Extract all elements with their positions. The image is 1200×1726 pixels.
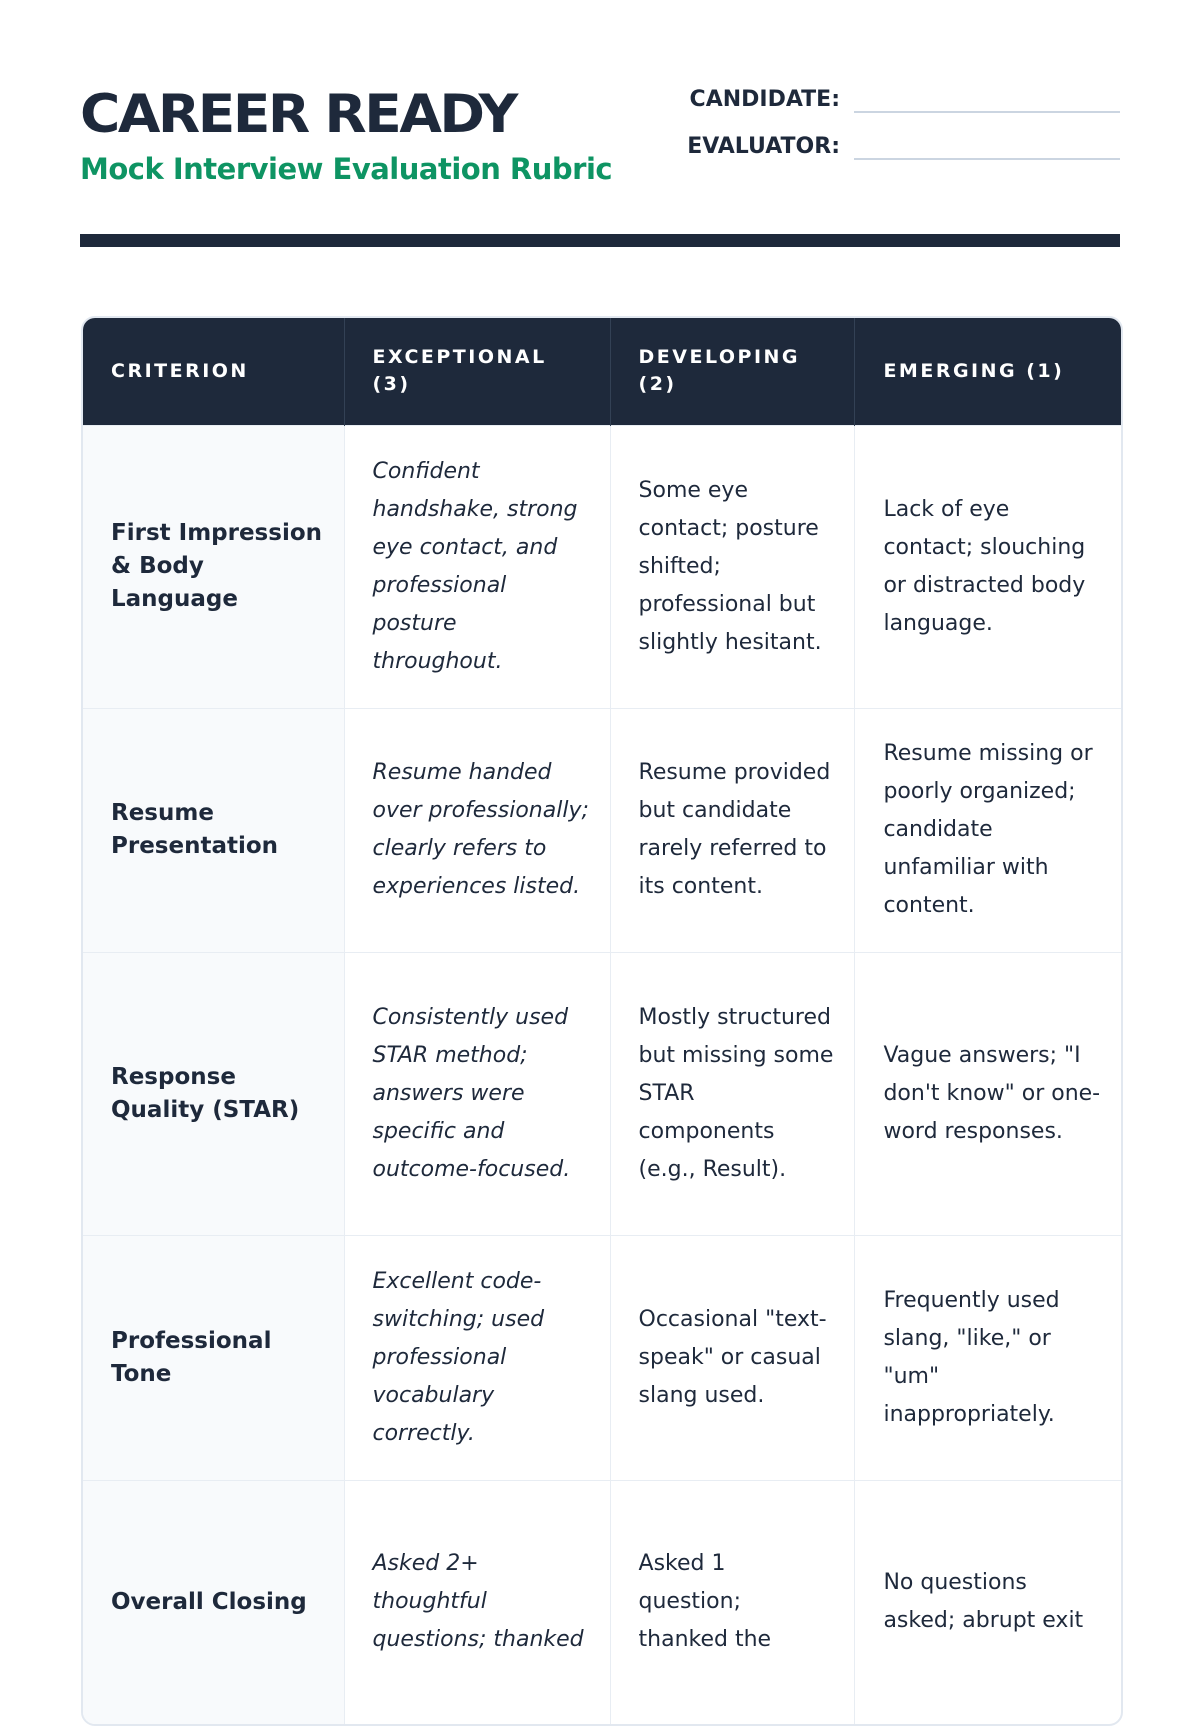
candidate-field[interactable] (854, 111, 1120, 113)
criterion-cell: Professional Tone (83, 1235, 344, 1480)
table-header-row (83, 318, 1121, 425)
rubric-table-container (81, 316, 1123, 1726)
emerging-cell: Lack of eye contact; slouching or distracted body language. (855, 425, 1121, 708)
document-subtitle: Mock Interview Evaluation Rubric (80, 152, 613, 186)
candidate-row (680, 78, 1120, 114)
table-row (83, 708, 1121, 952)
exceptional-cell: Asked 2+ thoughtful questions; thanked (344, 1480, 610, 1724)
criterion-cell: Response Quality (STAR) (83, 952, 344, 1235)
table-row (83, 1235, 1121, 1480)
column-header-criterion: CRITERION (111, 359, 249, 382)
exceptional-cell: Consistently used STAR method; answers were specific and outcome-focused. (344, 952, 610, 1235)
developing-cell: Occasional "text-speak" or casual slang used. (610, 1235, 855, 1480)
criterion-cell: Overall Closing (83, 1480, 344, 1724)
developing-cell: Resume provided but candidate rarely referred to its content. (610, 708, 855, 952)
criterion-cell: First Impression & Body Language (83, 425, 344, 708)
candidate-label: CANDIDATE: (689, 87, 840, 112)
document-header (80, 0, 1120, 250)
column-header-developing: DEVELOPING (2) (610, 318, 855, 425)
column-header-emerging: EMERGING (1) (855, 318, 1121, 425)
developing-cell: Some eye contact; posture shifted; professional but slightly hesitant. (610, 425, 855, 708)
emerging-cell: Vague answers; "I don't know" or one-word responses. (855, 952, 1121, 1235)
developing-cell: Mostly structured but missing some STAR components (e.g., Result). (610, 952, 855, 1235)
evaluator-label: EVALUATOR: (687, 134, 840, 159)
emerging-cell: Resume missing or poorly organized; candidate unfamiliar with content. (855, 708, 1121, 952)
rubric-table (83, 318, 1121, 1724)
table-row (83, 1480, 1121, 1724)
developing-cell: Asked 1 question; thanked the (610, 1480, 855, 1724)
criterion-cell: Resume Presentation (83, 708, 344, 952)
header-divider (80, 234, 1120, 247)
exceptional-cell: Resume handed over professionally; clearly refers to experiences listed. (344, 708, 610, 952)
evaluator-row (680, 125, 1120, 161)
emerging-cell: No questions asked; abrupt exit (855, 1480, 1121, 1724)
column-header-exceptional: EXCEPTIONAL (3) (344, 318, 610, 425)
signoff-block (680, 78, 1120, 172)
table-row (83, 425, 1121, 708)
exceptional-cell: Confident handshake, strong eye contact, and professional posture throughout. (344, 425, 610, 708)
exceptional-cell: Excellent code-switching; used professional vocabulary correctly. (344, 1235, 610, 1480)
table-row (83, 952, 1121, 1235)
evaluator-field[interactable] (854, 158, 1120, 160)
document-title: CAREER READY (80, 83, 516, 145)
emerging-cell: Frequently used slang, "like," or "um" inappropriately. (855, 1235, 1121, 1480)
